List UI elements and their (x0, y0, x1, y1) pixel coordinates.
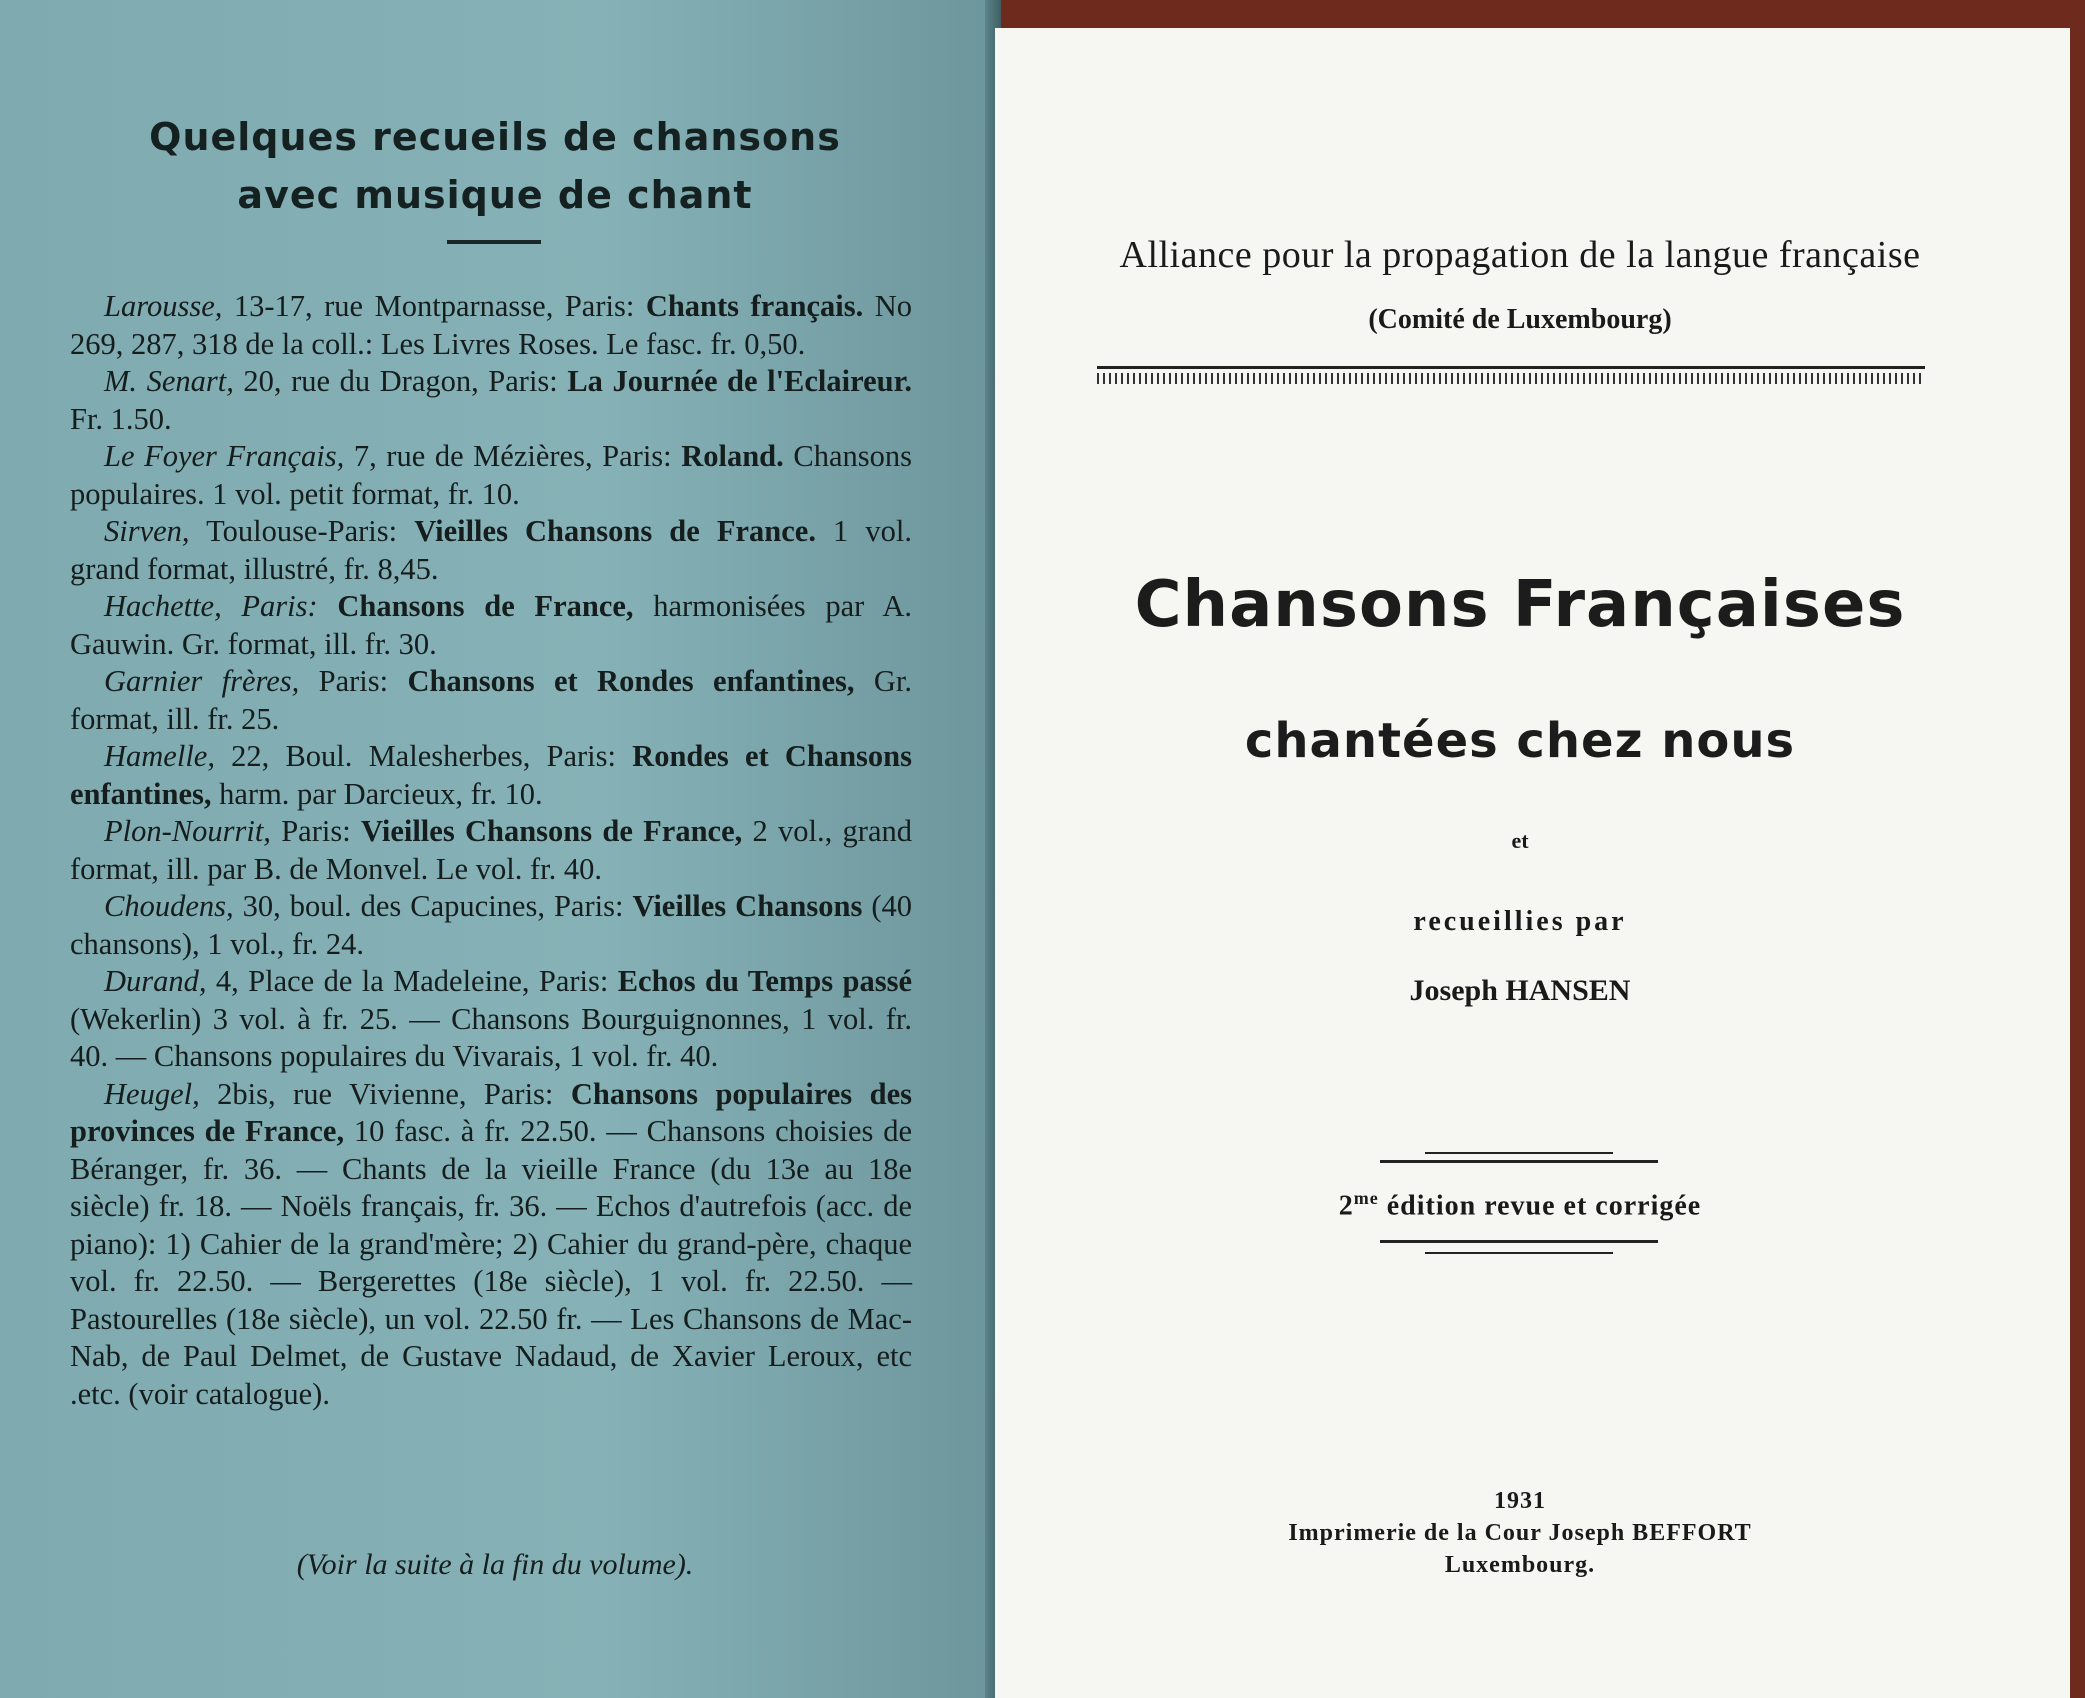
conjunction: et (1511, 828, 1529, 853)
collection-details: 1 vol. grand format, illustré, fr. 8,45. (70, 514, 912, 586)
edition-note (995, 1188, 2045, 1222)
collection-details: harm. par Darcieux, fr. 10. (211, 776, 543, 811)
publisher-entry (70, 588, 912, 663)
publisher-name: Durand, (104, 964, 207, 998)
collection-title: Roland. (681, 439, 784, 473)
title-page (995, 28, 2070, 1698)
publisher-name: Hamelle, (104, 739, 215, 773)
publisher-address: 13-17, rue Montparnasse, Paris: (222, 289, 646, 323)
publisher-entry (70, 888, 912, 963)
publisher-entry (70, 813, 912, 888)
publisher-address: 7, rue de Mézières, Paris: (344, 439, 682, 473)
heading-line-2: avec musique de chant (237, 173, 753, 217)
collection-details: Chansons populaires. 1 vol. petit format, fr. 10. (70, 439, 912, 511)
publisher-name: Sirven, (104, 514, 190, 548)
publication-year: 1931 (1494, 1488, 1546, 1514)
collection-details: Gr. format, ill. fr. 25. (70, 664, 913, 736)
publisher-address: 22, Boul. Malesherbes, Paris: (214, 739, 633, 773)
left-page-heading (100, 108, 890, 224)
publisher-name: Hachette, Paris: (104, 589, 318, 623)
collection-title: Vieilles Chansons (632, 889, 863, 923)
publisher-name: Garnier frères, (104, 664, 300, 698)
publisher-name: Choudens, (104, 889, 234, 923)
collection-details: (Wekerlin) 3 vol. à fr. 25. — Chansons Bourguignonnes, 1 vol. fr. 40. — Chansons populaires du Vivarais, 1 vol. fr. 40. (70, 1001, 912, 1073)
collection-details: 10 fasc. à fr. 22.50. — Chansons choisies de Béranger, fr. 36. — Chants de la vieille France (du 13e au 18e siècle) fr. 18. — Noëls français, fr. 36. — Echos d'autrefois (acc. de piano): 1) Cahier de la grand'mère; 2) Cahier du grand-père, chaque vol. fr. 22.50. — Bergerettes (18e siècle), 1 vol. fr. 22.50. — Pastourelles (18e siècle), un vol. 22.50 fr. — Les Chansons de Mac-Nab, de Paul Delmet, de Gustave Nadaud, de Xavier Leroux, etc .etc. (voir catalogue). (70, 1114, 912, 1411)
collection-title: Rondes et Chansons enfantines, (70, 739, 912, 811)
publisher-entry (70, 438, 912, 513)
edition-rule-top-short (1425, 1152, 1613, 1154)
collection-title: Chants français. (645, 289, 864, 323)
publisher-address (318, 589, 338, 623)
collection-details: (40 chansons), 1 vol., fr. 24. (70, 889, 912, 961)
collection-title: Chansons de France, (337, 589, 634, 623)
edition-number: 2 (1338, 1190, 1354, 1222)
publisher-org: Alliance pour la propagation de la langue française (1119, 234, 1921, 276)
book-subtitle: chantées chez nous (1244, 713, 1796, 769)
edition-text: édition revue et corrigée (1378, 1190, 1702, 1222)
publisher-address: Paris: (270, 814, 361, 848)
publisher-address: Toulouse-Paris: (189, 514, 415, 548)
publisher-address: 4, Place de la Madeleine, Paris: (206, 964, 618, 998)
publisher-name: Heugel, (104, 1076, 200, 1111)
collection-title: Vieilles Chansons de France. (414, 514, 816, 548)
collection-title: La Journée de l'Eclaireur. (567, 364, 912, 398)
publisher-entry (70, 363, 912, 438)
book-title: Chansons Françaises (1134, 568, 1906, 642)
edition-rule-top (1380, 1160, 1658, 1163)
continuation-note: (Voir la suite à la fin du volume). (296, 1548, 694, 1581)
publisher-entry (70, 513, 912, 588)
collected-by: recueillies par (1413, 906, 1627, 937)
collection-details: 2 vol., grand format, ill. par B. de Monvel. Le vol. fr. 40. (70, 814, 912, 886)
committee-name: (Comité de Luxembourg) (1368, 304, 1672, 335)
publisher-name: M. Senart, (104, 364, 234, 398)
collection-title: Chansons et Rondes enfantines, (407, 664, 855, 698)
publisher-address: 2bis, rue Vivienne, Paris: (199, 1076, 571, 1111)
publisher-address: 20, rue du Dragon, Paris: (233, 364, 568, 398)
collection-details: harmonisées par A. Gauwin. Gr. format, ill. fr. 30. (70, 589, 912, 661)
author-name: Joseph HANSEN (1409, 974, 1631, 1007)
printer-name: Imprimerie de la Cour Joseph BEFFORT (1288, 1520, 1752, 1546)
heading-rule (447, 240, 541, 244)
decorative-rule (1097, 366, 1925, 384)
publisher-entry (70, 288, 912, 363)
collection-details: Fr. 1.50. (70, 401, 172, 436)
publisher-entry (70, 963, 912, 1076)
edition-rule-bottom-short (1425, 1252, 1613, 1254)
publisher-name: Le Foyer Français, (104, 439, 345, 473)
edition-rule-bottom (1380, 1240, 1658, 1243)
publisher-name: Larousse, (104, 289, 223, 323)
collection-details: No 269, 287, 318 de la coll.: Les Livres Roses. Le fasc. fr. 0,50. (70, 289, 912, 361)
edition-suffix: me (1353, 1188, 1379, 1208)
publisher-list (70, 288, 912, 1413)
heading-line-1: Quelques recueils de chansons (149, 115, 841, 159)
publisher-address: 30, boul. des Capucines, Paris: (233, 889, 633, 923)
collection-title: Echos du Temps passé (617, 964, 912, 998)
publisher-entry (70, 738, 912, 813)
publisher-entry (70, 1076, 912, 1414)
publisher-address: Paris: (299, 664, 408, 698)
collection-title: Chansons populaires des provinces de France, (70, 1076, 912, 1148)
printer-city: Luxembourg. (1444, 1552, 1596, 1578)
publisher-name: Plon-Nourrit, (104, 814, 271, 848)
collection-title: Vieilles Chansons de France, (360, 814, 743, 848)
publisher-entry (70, 663, 912, 738)
left-page (0, 0, 995, 1698)
